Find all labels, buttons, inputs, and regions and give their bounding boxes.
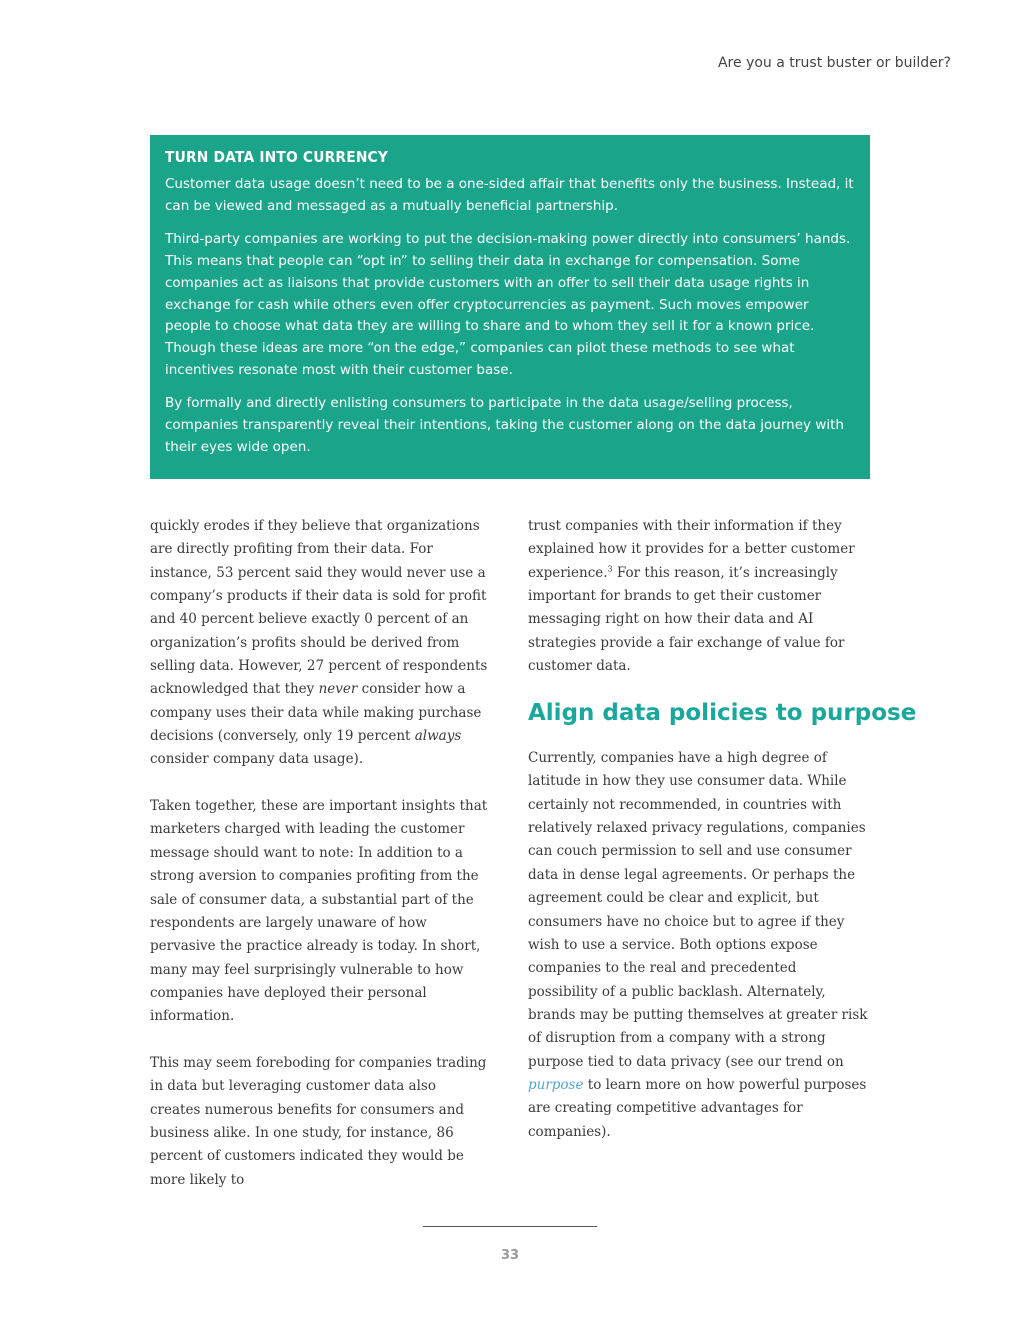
footer-divider bbox=[423, 1226, 597, 1227]
callout-box bbox=[150, 135, 870, 479]
left-column bbox=[150, 515, 490, 1215]
callout-title: TURN DATA INTO CURRENCY bbox=[165, 148, 389, 166]
page-number: 33 bbox=[500, 1248, 520, 1263]
body-paragraph bbox=[528, 747, 868, 1144]
footnote-marker[interactable]: 3 bbox=[607, 564, 613, 574]
text-run: quickly erodes if they believe that organizations are directly profiting from their data. For instance, 53 percent said they would never use a company’s products if their data is sold for profit and 40 percent believe exactly 0 percent of an organization’s profits should be derived from selling data. However, 27 percent of respondents acknowledged that they bbox=[150, 518, 488, 698]
text-run: consider company data usage). bbox=[150, 751, 364, 768]
emphasis-always: always bbox=[414, 728, 462, 745]
text-run: consider how a company uses their data while making purchase decisions (conversely, only 19 percent bbox=[150, 681, 482, 745]
body-paragraph bbox=[528, 515, 868, 678]
text-run: Currently, companies have a high degree of latitude in how they use consumer data. While certainly not recommended, in countries with relatively relaxed privacy regulations, companies can couch permission to sell and use consumer data in dense legal agreements. Or perhaps the agreement could be clear and explicit, but consumers have no choice but to agree if they wish to use a service. Both options expose companies to the real and precedented possibility of a public backlash. Alternately, brands may be putting themselves at greater risk of disruption from a company with a strong purpose tied to data privacy (see our trend on bbox=[528, 750, 868, 1070]
text-run: For this reason, it’s increasingly important for brands to get their customer messaging right on how their data and AI strategies provide a fair exchange of value for customer data. bbox=[528, 564, 845, 675]
text-run: trust companies with their information if they explained how it provides for a better customer experience. bbox=[528, 518, 855, 581]
purpose-link[interactable]: purpose bbox=[528, 1076, 584, 1093]
text-run: to learn more on how powerful purposes are creating competitive advantages for companies). bbox=[528, 1076, 867, 1140]
body-paragraph bbox=[150, 515, 490, 772]
right-column bbox=[528, 515, 917, 1167]
running-header-title: Are you a trust buster or builder? bbox=[717, 55, 951, 71]
body-paragraph: This may seem foreboding for companies trading in data but leveraging customer data also creates numerous benefits for consumers and business alike. In one study, for instance, 86 percent of customers indicated they would be more likely to bbox=[150, 1054, 487, 1188]
callout-paragraph: By formally and directly enlisting consumers to participate in the data usage/selling process, companies transparently reveal their intentions, taking the customer along on the data journey with their eyes wide open. bbox=[165, 395, 844, 455]
body-paragraph: Taken together, these are important insights that marketers charged with leading the customer message should want to note: In addition to a strong aversion to companies profiting from the sale of consumer data, a substantial part of the respondents are largely unaware of how pervasive the practice already is today. In short, many may feel surprisingly vulnerable to how companies have deployed their personal information. bbox=[150, 798, 488, 1025]
emphasis-never: never bbox=[318, 681, 358, 698]
callout-paragraph: Third-party companies are working to put the decision-making power directly into consumers’ hands. This means that people can “opt in” to selling their data in exchange for compensation. Some companies act as liaisons that provide customers with an offer to sell their data usage rights in exchange for cash while others even offer cryptocurrencies as payment. Such moves empower people to choose what data they are willing to share and to whom they sell it for a known price. Though these ideas are more “on the edge,” companies can pilot these methods to see what incentives resonate most with their customer base. bbox=[165, 231, 851, 378]
section-heading: Align data policies to purpose bbox=[528, 699, 917, 726]
callout-paragraph: Customer data usage doesn’t need to be a one-sided affair that benefits only the business. Instead, it can be viewed and messaged as a mutually beneficial partnership. bbox=[165, 176, 854, 214]
